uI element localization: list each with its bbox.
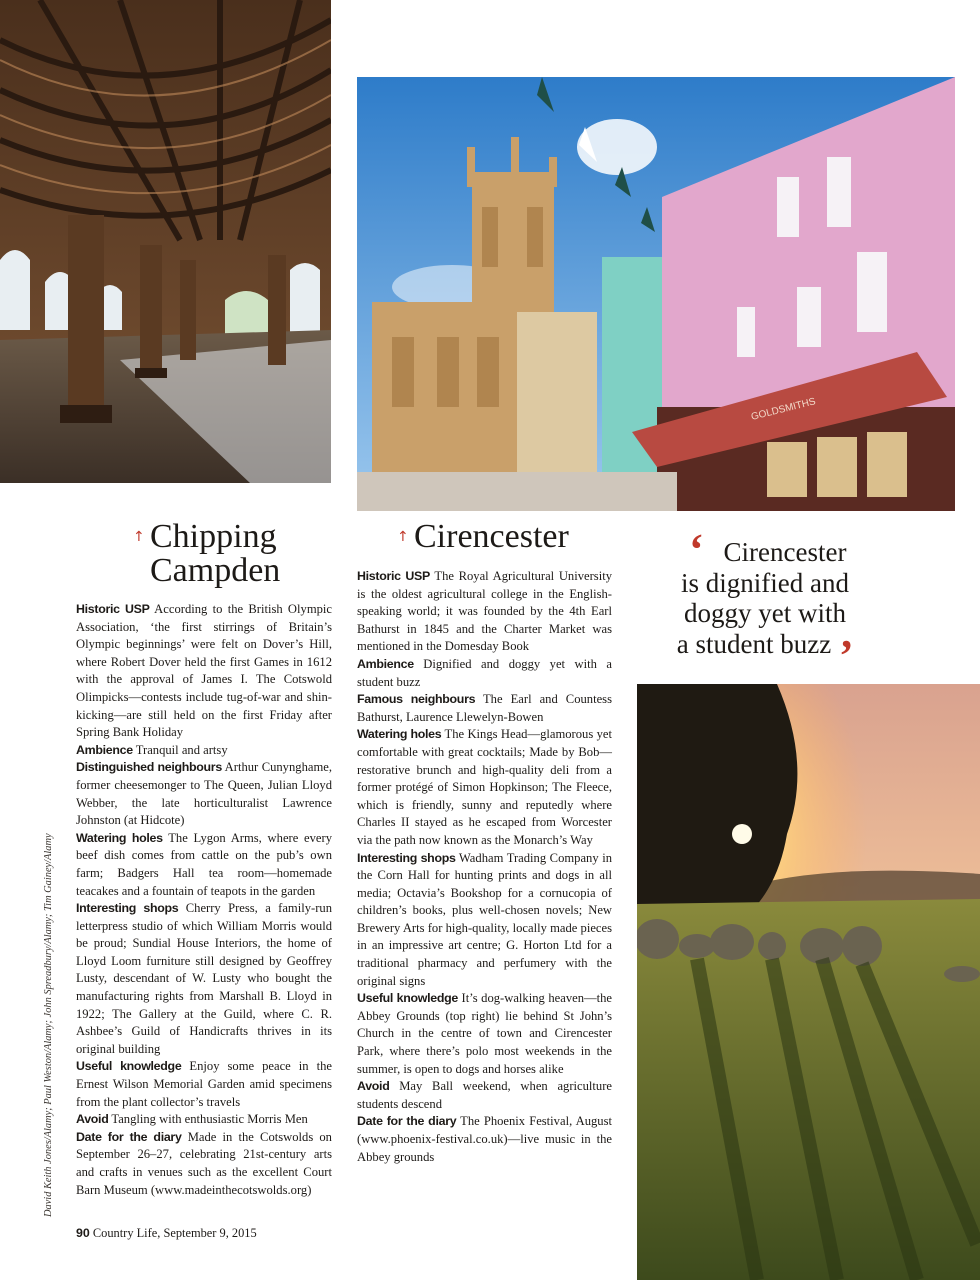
entry-text: Wadham Trading Company in the Corn Hall for hunting prints and dogs in all media; Octavia’s Bookshop for a cornucopia of children’s books, plus well-chosen novels; New Brewery Arts for high-quality, locally made pieces in an impressive art centre; G. Horton Ltd for a traditional pharmacy and perfumery with the original signs <box>357 850 613 988</box>
entry-historic-usp <box>76 601 332 742</box>
entry-text: The Earl and Countess Bathurst, Laurence Llewelyn-Bowen <box>357 692 612 724</box>
entry-text: The Royal Agricultural University is the oldest agricultural college in the English-speaking world; it was founded by the 4th Earl Bathurst in 1845 and the Charter Market was mentioned in the Domesday Book <box>357 569 612 654</box>
shop-sign: GOLDSMITHS <box>750 396 817 423</box>
entry-date-for-diary <box>357 1113 612 1166</box>
entry-useful-knowledge <box>357 990 612 1078</box>
entry-ambience <box>357 656 612 691</box>
entry-label: Useful knowledge <box>357 991 458 1006</box>
entry-label: Historic USP <box>357 569 430 583</box>
entry-label: Ambience <box>357 656 414 671</box>
folio-text: Country Life, September 9, 2015 <box>89 1226 257 1240</box>
page-number: 90 <box>76 1226 90 1240</box>
entry-label: Date for the diary <box>76 1129 182 1144</box>
heading-line-1: Chipping <box>150 518 277 555</box>
entry-text: The Lygon Arms, where every beef dish comes from cattle on the pub’s own farm; Badgers Hall tea room—homemade teacakes and a fountain of teapots in the garden <box>76 830 332 898</box>
entry-avoid <box>76 1111 332 1129</box>
cirencester-street-photo <box>357 77 955 511</box>
heading-cirencester: Cirencester <box>414 518 569 555</box>
entry-text: Dignified and doggy yet with a student buzz <box>357 656 612 689</box>
entry-label: Watering holes <box>357 727 442 742</box>
entry-historic-usp <box>357 568 612 656</box>
entry-label: Watering holes <box>76 830 163 845</box>
entry-text: Arthur Cunynghame, former cheesemonger to The Queen, Julian Lloyd Webber, the late horticulturalist Lawrence Johnston (at Hidcote) <box>76 760 332 828</box>
entry-text: May Ball weekend, when agriculture students descend <box>357 1079 612 1111</box>
entry-text: Cherry Press, a family-run letterpress studio of which William Morris would be proud; Sundial House Interiors, the home of Lloyd Loom furniture still designed by Geoffrey Lusty, descendant of W. Lusty who bought the manufacturing rights from Marshall B. Lloyd in 1922; The Gallery at the Guild, where C. R. Ashbee’s Guild of Handicrafts thrives in its original building <box>76 901 333 1056</box>
entry-label: Avoid <box>76 1112 109 1127</box>
entry-label: Interesting shops <box>357 850 456 865</box>
entry-date-for-diary <box>76 1129 332 1199</box>
entry-shops <box>76 900 332 1058</box>
entry-label: Useful knowledge <box>76 1059 182 1074</box>
chipping-campden-column <box>76 601 332 1199</box>
entry-avoid <box>357 1078 612 1113</box>
entry-label: Famous neighbours <box>357 692 476 707</box>
entry-label: Avoid <box>357 1079 390 1094</box>
abbey-grounds-photo <box>637 684 980 1280</box>
folio <box>76 1226 257 1241</box>
entry-text: According to the British Olympic Association, ‘the first stirrings of Britain’s Olympic beginnings’ were felt on Dover’s Hill, where Robert Dover held the first Games in 1612 with the approval of James I. The Cotswold Olimpicks—contests include tug-of-war and shin-kicking—are still held on the first Friday after Spring Bank Holiday <box>76 602 333 740</box>
entry-shops <box>357 850 612 991</box>
entry-useful-knowledge <box>76 1058 332 1111</box>
pull-quote-line-1: Cirencester <box>723 537 847 567</box>
entry-label: Distinguished neighbours <box>76 760 222 775</box>
entry-ambience <box>76 742 332 760</box>
open-quote-mark: ‘ <box>689 525 704 574</box>
entry-text: Enjoy some peace in the Ernest Wilson Memorial Garden amid specimens from the plant collector’s travels <box>76 1059 332 1109</box>
entry-text: Made in the Cotswolds on September 26–27, celebrating 21st-century arts and crafts in venues such as the excellent Court Barn Museum (www.madeinthecotswolds.org) <box>76 1129 332 1197</box>
entry-text: It’s dog-walking heaven—the Abbey Grounds (top right) lie behind St John’s Church in the centre of town and Cirencester Park, where there’s polo most weekends in the summer, is open to dogs and horses alike <box>357 991 612 1076</box>
entry-neighbours <box>76 759 332 829</box>
cirencester-column <box>357 568 612 1166</box>
close-quote-mark: ’ <box>839 631 854 680</box>
pull-quote-line-3: doggy yet with <box>684 598 846 628</box>
heading-line-2: Campden <box>150 552 281 589</box>
entry-text: The Kings Head—glamorous yet comfortable with great cocktails; Made by Bob—restorative brunch and high-quality deli from a former protégé of Simon Hopkinson; The Fleece, which is friendly, sunny and reputedly where Charles II stayed as he escaped from Worcester via the path now known as the Monarch’s Way <box>357 727 612 847</box>
entry-text: Tranquil and artsy <box>132 742 228 757</box>
entry-watering-holes <box>76 830 332 900</box>
entry-label: Interesting shops <box>76 901 179 916</box>
entry-text: The Phoenix Festival, August (www.phoenix-festival.co.uk)—live music in the Abbey grounds <box>357 1114 612 1164</box>
entry-label: Date for the diary <box>357 1114 457 1129</box>
photo-credit: David Keith Jones/Alamy; Paul Weston/Alamy; John Spreadbury/Alamy; Tim Gainey/Alamy <box>43 833 54 1217</box>
entry-watering-holes <box>357 726 612 849</box>
pull-quote-line-2: is dignified and <box>681 567 849 598</box>
entry-label: Ambience <box>76 742 133 757</box>
north-arrow-icon: ↑ <box>397 529 409 545</box>
market-hall-photo <box>0 0 331 483</box>
north-arrow-icon: ↑ <box>133 529 145 545</box>
entry-text: Tangling with enthusiastic Morris Men <box>108 1112 308 1127</box>
pull-quote-line-4: a student buzz <box>676 628 832 659</box>
heading-chipping-campden <box>150 520 340 588</box>
entry-label: Historic USP <box>76 602 150 616</box>
entry-neighbours <box>357 691 612 726</box>
